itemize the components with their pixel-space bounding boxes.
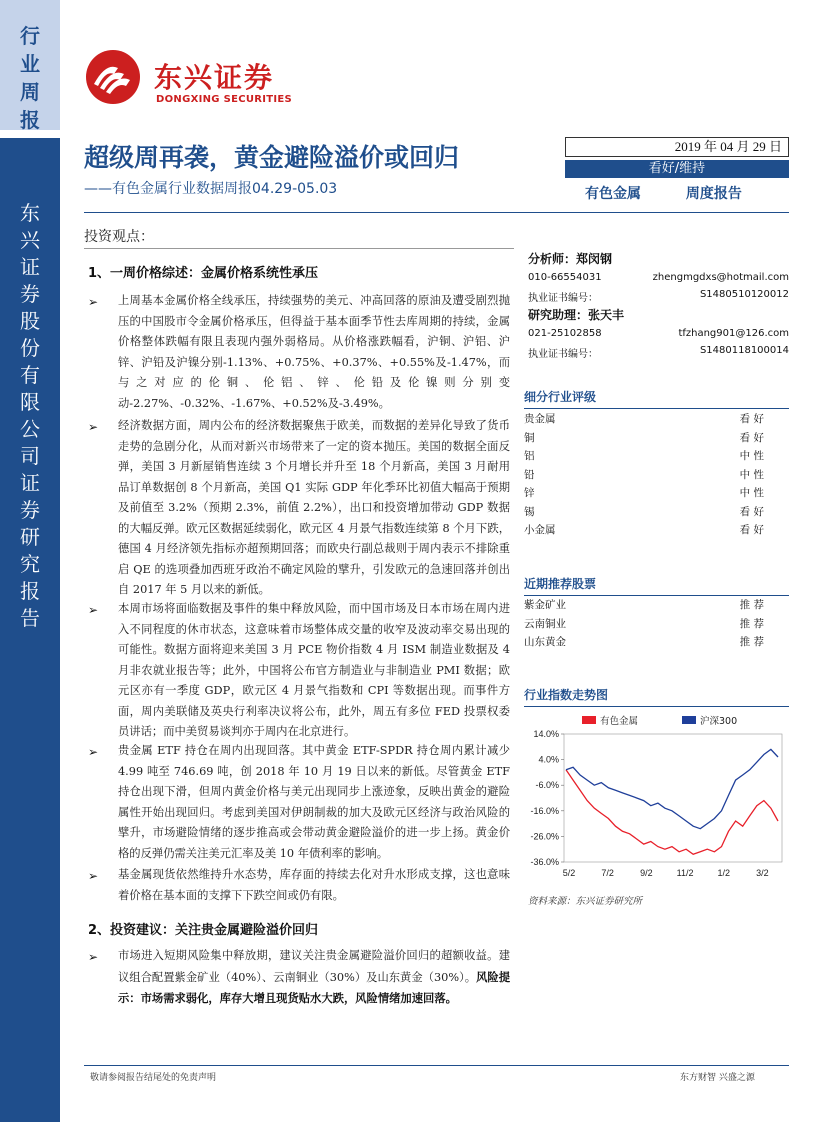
- risk-warning: 风险提示：市场需求弱化，库存大增且现货贴水大跌，风险情绪加速回落。: [118, 969, 510, 1005]
- industry-rating: 看好/维持: [565, 160, 789, 178]
- y-tick-label: 14.0%: [533, 729, 559, 739]
- rating-row: [524, 430, 764, 445]
- rating-row: [524, 522, 764, 537]
- assistant-email: tfzhang901@126.com: [678, 328, 789, 339]
- analyst-email: zhengmgdxs@hotmail.com: [652, 272, 789, 283]
- paragraph-5: 基金属现货依然维持升水态势，库存面的持续去化对升水形成支撑，这也意味着价格在基本面的支撑下下跌空间或仍有限。: [118, 868, 510, 902]
- bullet-icon: ➢: [88, 869, 99, 883]
- rating-value: 中 性: [739, 468, 764, 481]
- series-line-0: [566, 770, 778, 855]
- stock-value: 推 荐: [739, 599, 764, 611]
- stock-value: 推 荐: [739, 617, 764, 630]
- paragraph-4: 贵金属 ETF 持仓在周内出现回落。其中黄金 ETF-SPDR 持仓周内累计减少 4.99 吨至 746.69 吨，创 2018 年 10 月 19 日以来的新低。尽管黄金 ETF 持仓出现下滑，但周内黄金价格与美元出现同步上涨迹象，反映出黄金的避险属性开始出现回归。考虑到美国对伊朗制裁的加大及欧元区经济与政治风险的擘升，市场避险情绪的逐步推高或会带动黄金避险溢价的进一步上扬。黄金价格的反弹仍需关注美元汇率及美 10 年债利率的影响。: [118, 744, 510, 860]
- x-tick-label: 3/2: [756, 868, 769, 878]
- report-category: [565, 183, 789, 203]
- assistant-role: 研究助理：: [528, 308, 589, 322]
- series-line-1: [566, 749, 778, 828]
- report-type-label: 行业周报: [20, 24, 40, 132]
- rating-name: 锌: [524, 487, 535, 499]
- bullet-icon: ➢: [88, 603, 99, 617]
- x-tick-label: 9/2: [640, 868, 653, 878]
- bullet-icon: ➢: [88, 745, 99, 759]
- analyst-info: [528, 250, 789, 362]
- rating-row: [524, 448, 764, 463]
- cert-label: 执业证书编号：: [528, 293, 598, 304]
- stock-name: 云南铜业: [524, 617, 566, 630]
- bullet-icon: ➢: [88, 295, 99, 309]
- category-industry: 有色金属: [585, 186, 641, 202]
- index-trend-chart: [524, 712, 789, 887]
- footer-slogan: 东方财智 兴盛之源: [680, 1073, 755, 1083]
- bullet-icon: ➢: [88, 950, 99, 964]
- stock-row: [524, 616, 764, 631]
- logo-text-cn: 东兴证券: [154, 61, 275, 94]
- x-tick-label: 11/2: [676, 868, 694, 878]
- report-type-tab: [0, 0, 60, 130]
- invest-view-heading: 投资观点：: [84, 229, 154, 245]
- rating-value: 看 好: [739, 505, 764, 518]
- stock-row: [524, 597, 764, 612]
- assistant-cert: S1480118100014: [699, 345, 789, 356]
- footer-divider: [84, 1065, 789, 1066]
- stock-value: 推 荐: [739, 636, 764, 648]
- sidebar: [0, 0, 60, 1122]
- paragraph-1: 上周基本金属价格全线承压，持续强势的美元、冲高回落的原油及遭受剧烈抛压的中国股市令金属价格承压，但得益于基本面季节性去库周期的持续，金属价格整体跌幅有限且表现内强外弱格局。从价格涨跌幅看，沪铜、沪铝、沪锌、沪铅及沪镍分别-1.13%、+0.75%、+0.37%、+0.55%及-1.47%，而与之对应的伦铜、伦铝、锌、伦铅及伦镍则分别变动-2.27%、-0.32%、-1.67%、+0.52%及-3.49%。: [118, 294, 510, 410]
- rating-value: 看 好: [739, 431, 764, 444]
- y-tick-label: -26.0%: [530, 831, 559, 842]
- category-type: 周度报告: [685, 186, 742, 202]
- legend-swatch: [682, 716, 696, 724]
- stock-name: 山东黄金: [524, 636, 566, 648]
- paragraph-2: 经济数据方面，周内公布的经济数据聚焦于欧美，而数据的差异化导致了货币走势的急剧分化，从而对新兴市场带来了一定的资本抛压。美国的数据全面反弹，美国 3 月新屋销售连续 3 个月增长并升至 18 个月新高，美国 3 月耐用品订单数据创 8 个月新高，美国 Q1 实际 GDP 年化季环比初值大幅高于预期及前值至 3.2%（预期 2.3%，前值 2.2%），出口和投资增加带动 GDP 数据的大幅反弹。欧元区数据延续弱化，欧元区 4 月景气指数连续第 8 个月下跌，德国 4 月经济领先指标亦超预期回落；而欧央行副总裁则于周内表示不排除重启 QE 的选项叠加西班牙政治不确定风险的擘升，引发欧元的急速回落并创出自 2017 年 5 月以来的新低。: [118, 419, 510, 596]
- rating-name: 铜: [524, 431, 535, 444]
- rating-name: 小金属: [524, 524, 556, 536]
- report-date: 2019 年 04 月 29 日: [565, 137, 789, 157]
- header-divider: [84, 212, 789, 213]
- rating-name: 贵金属: [524, 413, 556, 425]
- section-heading-1: 1、一周价格综述：金属价格系统性承压: [88, 266, 319, 281]
- y-tick-label: -16.0%: [530, 805, 559, 816]
- logo-text-en: DONGXING SECURITIES: [156, 94, 293, 105]
- footer-disclaimer: 敬请参阅报告结尾处的免责声明: [90, 1073, 217, 1083]
- paragraph-3: 本周市场将面临数据及事件的集中释放风险，而中国市场及日本市场在周内进入不同程度的休市状态，这意味着市场整体成交量的收窄及波动率交易出现的可能性。数据方面将迎来美国 3 月 PCE 物价指数 4 月 ISM 制造业数据及 4 月非农就业报告等；此外，中国将公布官方制造业与非制造业 PMI 数据；欧元区亦有一季度 GDP，欧元区 4 月景气指数和 CPI 等数据出现。而事件方面，周内美联储及英央行利率决议将公布，此外，周五有多位 FED 投票权委员讲话；而中美贸易谈判亦于周内在北京进行。: [118, 602, 510, 738]
- analyst-role: 分析师：: [528, 252, 577, 266]
- x-tick-label: 5/2: [562, 868, 576, 878]
- rating-value: 看 好: [739, 524, 764, 536]
- company-label: 东兴证券股份有限公司证券研究报告: [20, 201, 40, 630]
- section-divider: [84, 248, 514, 249]
- bullet-icon: ➢: [88, 420, 99, 434]
- analyst-name: 郑闵钢: [576, 252, 613, 266]
- rating-value: 中 性: [739, 487, 764, 499]
- rating-value: 中 性: [739, 450, 764, 462]
- analyst-cert: S1480510120012: [699, 289, 789, 300]
- report-subtitle: ——有色金属行业数据周报04.29-05.03: [84, 181, 338, 197]
- cert-label: 执业证书编号：: [528, 349, 598, 360]
- rating-name: 铅: [524, 468, 535, 481]
- rating-row: [524, 467, 764, 482]
- company-band: [0, 138, 60, 1122]
- rating-row: [524, 504, 764, 519]
- report-title: 超级周再袭，黄金避险溢价或回归: [84, 143, 460, 172]
- analyst-phone: 010-66554031: [528, 272, 602, 283]
- x-tick-label: 1/2: [717, 868, 731, 878]
- plot-area: [564, 734, 782, 862]
- advice-text: 市场进入短期风险集中释放期，建议关注贵金属避险溢价回归的超额收益。建议组合配置紫金矿业（40%）、云南铜业（30%）及山东黄金（30%）。: [118, 949, 510, 984]
- y-tick-label: -36.0%: [530, 857, 559, 867]
- logo-mark-icon: [84, 48, 142, 106]
- assistant-phone: 021-25102858: [528, 328, 602, 339]
- stocks-table-title: 近期推荐股票: [524, 575, 789, 596]
- section-heading-2: 2、投资建议：关注贵金属避险溢价回归: [88, 923, 319, 938]
- rating-name: 铝: [524, 450, 535, 462]
- x-tick-label: 7/2: [601, 868, 614, 878]
- legend-label: 沪深300: [700, 716, 738, 727]
- ratings-table-title: 细分行业评级: [524, 388, 789, 409]
- chart-title: 行业指数走势图: [524, 686, 789, 707]
- advice-paragraph: [118, 946, 510, 1010]
- legend-label: 有色金属: [600, 716, 639, 727]
- rating-row: [524, 411, 764, 426]
- rating-row: [524, 485, 764, 500]
- assistant-name: 张天丰: [588, 308, 625, 322]
- y-tick-label: -6.0%: [535, 780, 559, 791]
- stock-row: [524, 634, 764, 649]
- legend-swatch: [582, 716, 596, 724]
- rating-value: 看 好: [739, 413, 764, 425]
- chart-source: 资料来源：东兴证券研究所: [528, 896, 643, 907]
- rating-name: 锡: [524, 505, 535, 518]
- y-tick-label: 4.0%: [538, 754, 559, 765]
- stock-name: 紫金矿业: [524, 599, 566, 611]
